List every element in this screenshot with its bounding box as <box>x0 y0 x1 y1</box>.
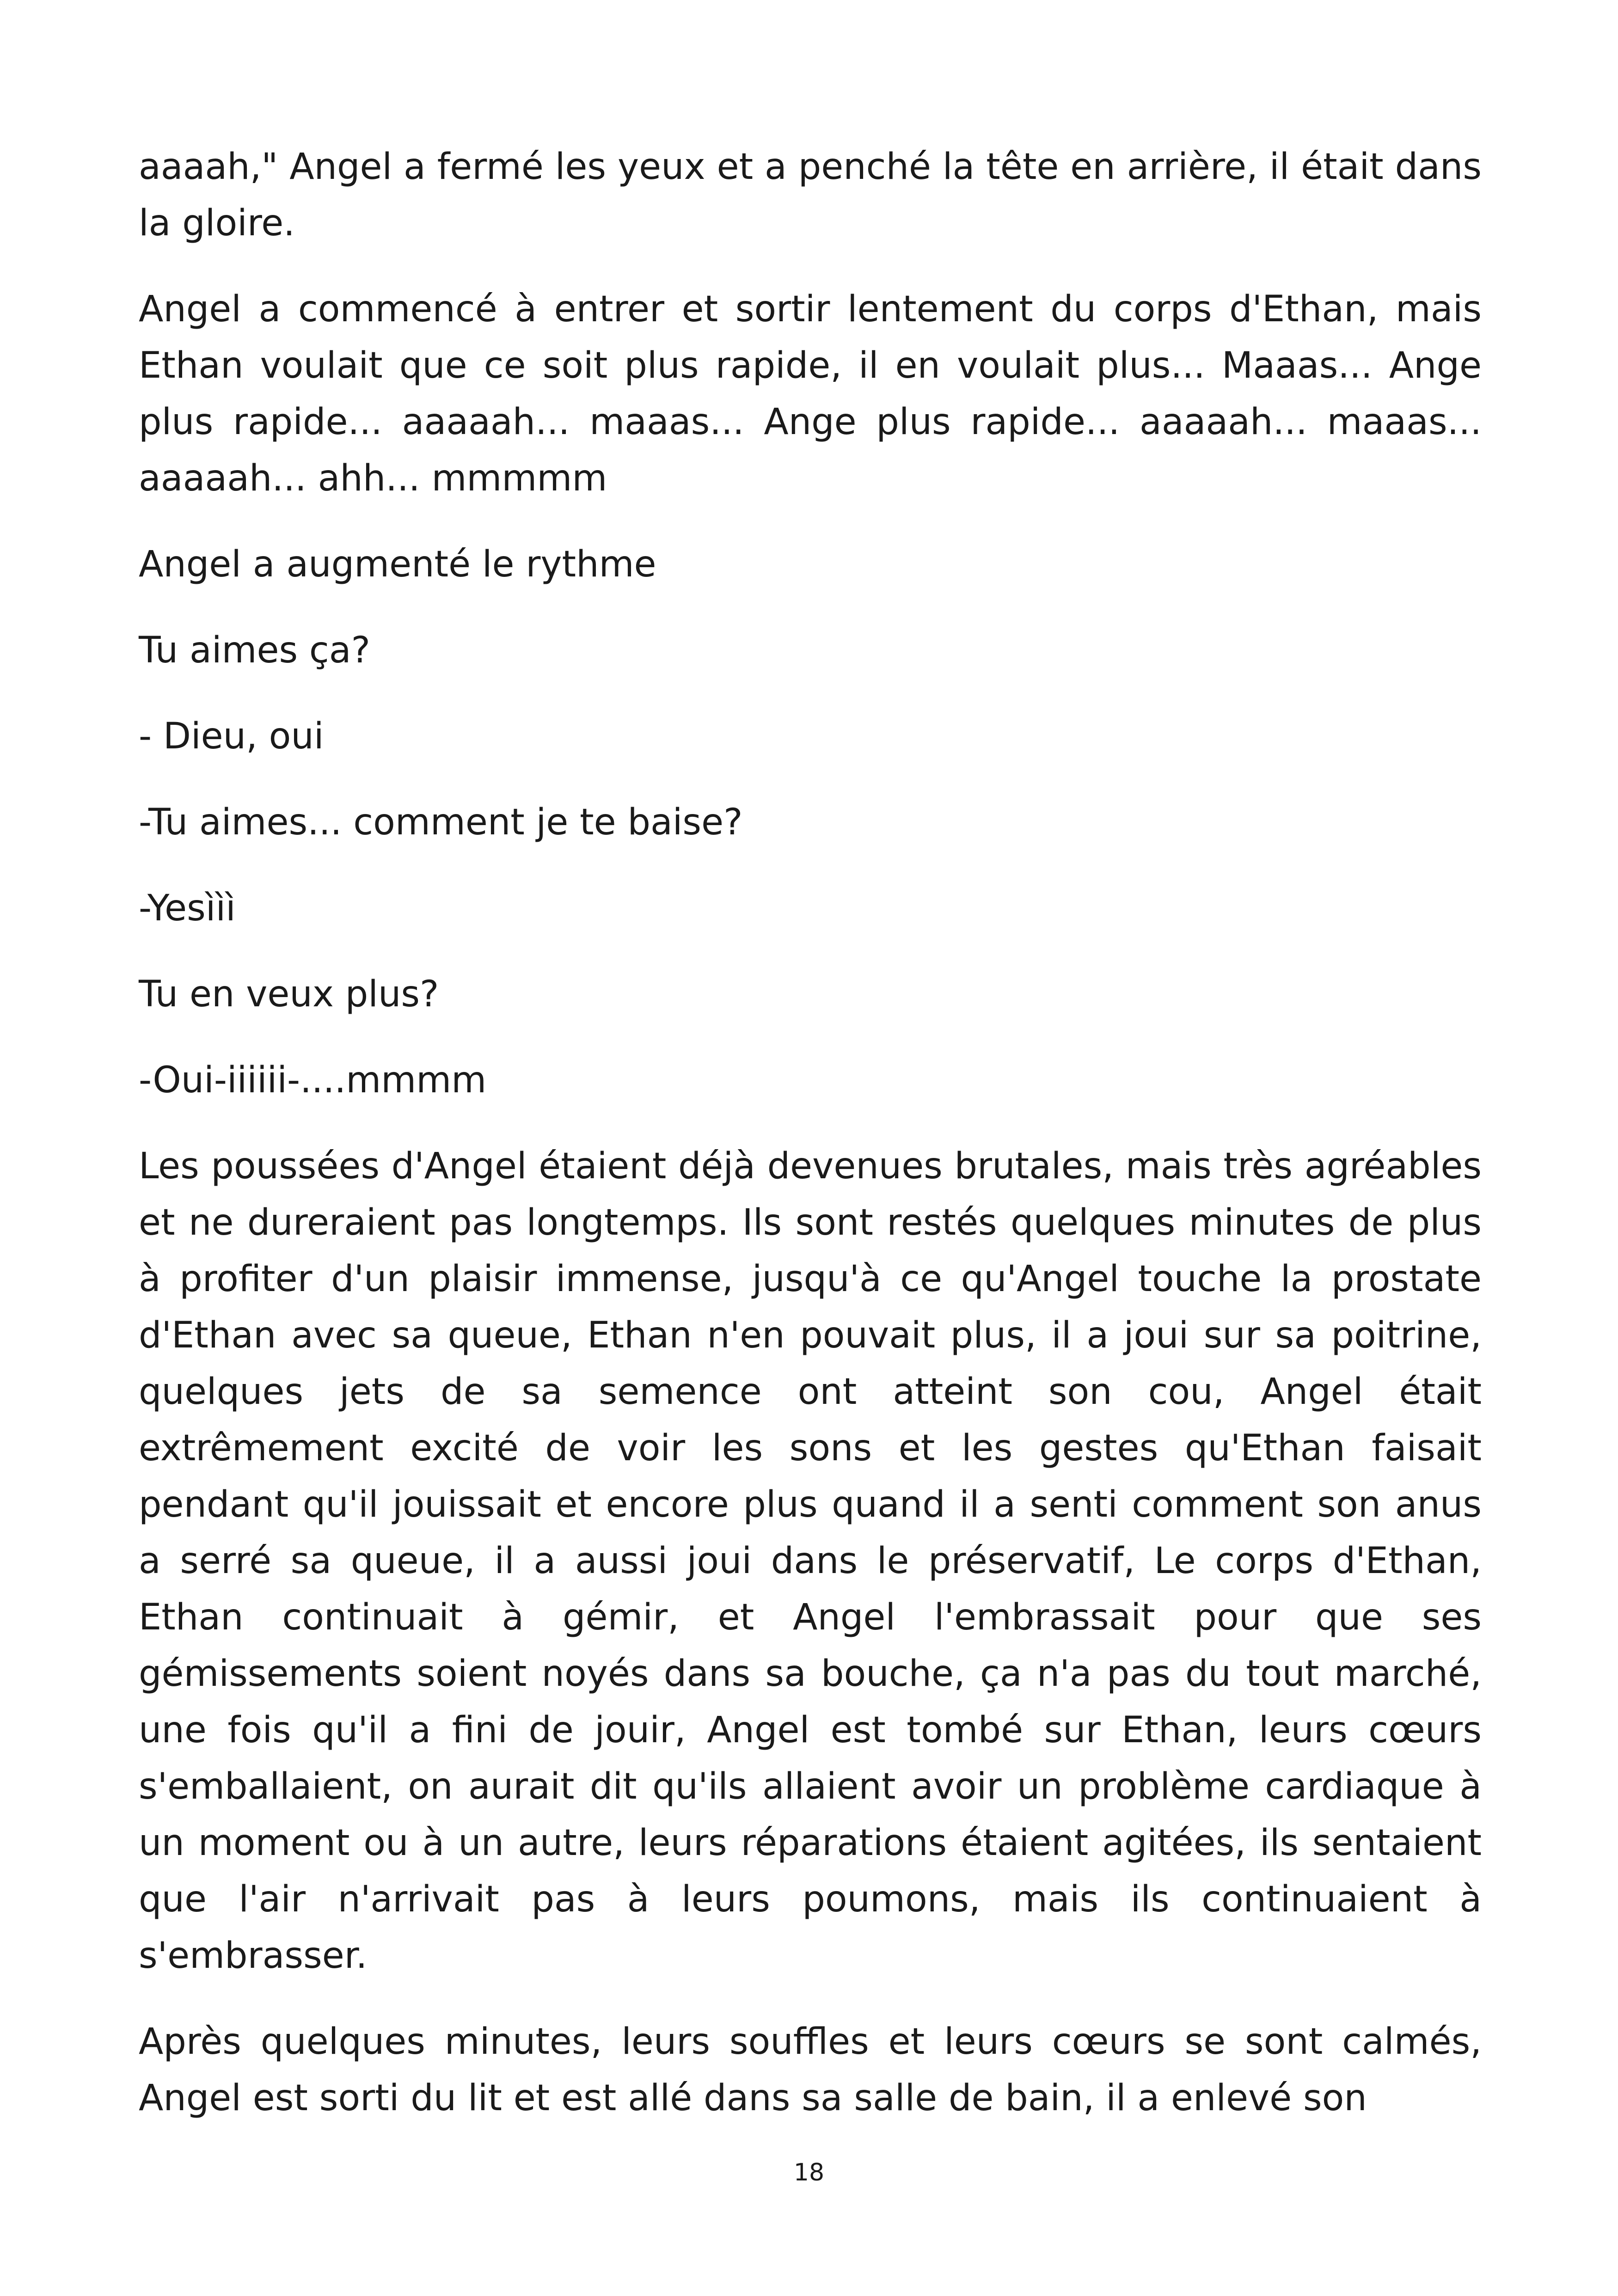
paragraph-3: Angel a augmenté le rythme <box>139 544 656 585</box>
paragraph-10: Les poussées d'Angel étaient déjà devenues brutales, mais très agréables et ne dureraient pas longtemps. Ils sont restés quelques minutes de plus à profiter d'un plaisir immense, jusqu'à ce qu'Angel touche la prostate d'Ethan avec sa queue, Ethan n'en pouvait plus, il a joui sur sa poitrine, quelques jets de sa semence ont atteint son cou, Angel était extrêmement excité de voir les sons et les gestes qu'Ethan faisait pendant qu'il jouissait et encore plus quand il a senti comment son anus a serré sa queue, il a aussi joui dans le préservatif, Le corps d'Ethan, Ethan continuait à gémir, et Angel l'embrassait pour que ses gémissements soient noyés dans sa bouche, ça n'a pas du tout marché, une fois qu'il a fini de jouir, Angel est tombé sur Ethan, leurs cœurs s'emballaient, on aurait dit qu'ils allaient avoir un problème cardiaque à un moment ou à un autre, leurs réparations étaient agitées, ils sentaient que l'air n'arrivait pas à leurs poumons, mais ils continuaient à s'embrasser. <box>139 1145 1482 1977</box>
page-number: 18 <box>793 2159 825 2186</box>
paragraph-6: -Tu aimes... comment je te baise? <box>139 802 743 843</box>
paragraph-11: Après quelques minutes, leurs souffles et leurs cœurs se sont calmés, Angel est sorti du lit et est allé dans sa salle de bain, il a enlevé son <box>139 2021 1482 2119</box>
paragraph-5: - Dieu, oui <box>139 716 324 757</box>
paragraph-8: Tu en veux plus? <box>139 974 439 1015</box>
paragraph-2: Angel a commencé à entrer et sortir lentement du corps d'Ethan, mais Ethan voulait que ce soit plus rapide, il en voulait plus... Maaas... Ange plus rapide... aaaaah... maaas... Ange plus rapide... aaaaah... maaas... aaaaah... ahh... mmmmm <box>139 288 1482 499</box>
paragraph-7: -Yesììì <box>139 888 236 929</box>
body-text <box>139 139 1482 2156</box>
paragraph-4: Tu aimes ça? <box>139 630 370 671</box>
paragraph-9: -Oui-iiiiii-....mmmm <box>139 1059 487 1101</box>
paragraph-1: aaaah," Angel a fermé les yeux et a penché la tête en arrière, il était dans la gloire. <box>139 146 1482 244</box>
